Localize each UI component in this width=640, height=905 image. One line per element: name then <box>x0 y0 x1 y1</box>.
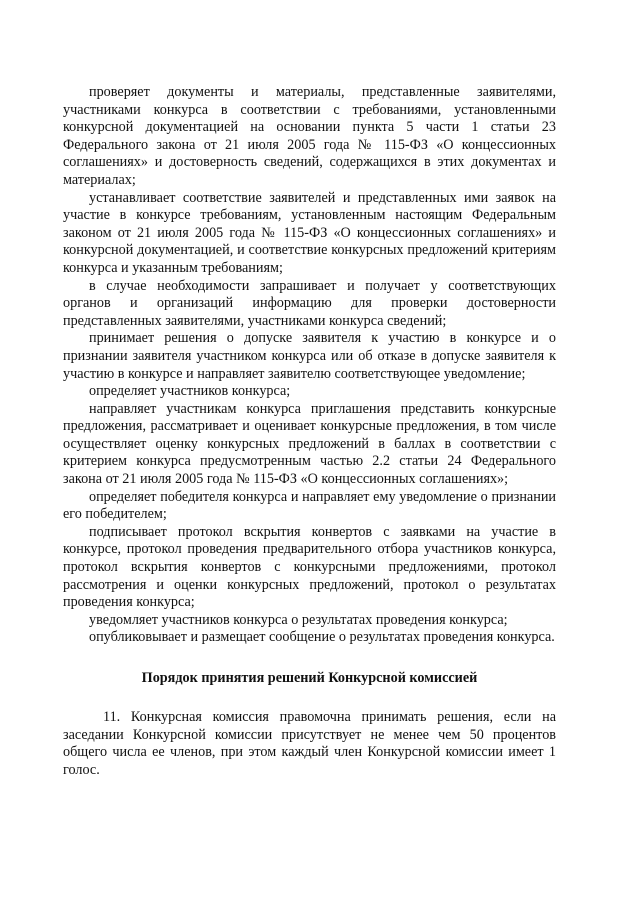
paragraph-establish-compliance: устанавливает соответствие заявителей и представленных ими заявок на участие в конкурсе требованиям, установленным настоящим Федеральным законом от 21 июля 2005 года № 115-ФЗ «О концессионных соглашениях» и конкурсной документацией, и соответствие конкурсных предложений критериям конкурса и указанным требованиям; <box>63 189 556 276</box>
paragraph-sign-protocols: подписывает протокол вскрытия конвертов с заявками на участие в конкурсе, протокол проведения предварительного отбора участников конкурса, протокол вскрытия конвертов с конкурсными предложениями, протокол рассмотрения и оценки конкурсных предложений, протокол о результатах проведения конкурса; <box>63 523 556 611</box>
paragraph-admission-decision: принимает решения о допуске заявителя к участию в конкурсе и о признании заявителя участником конкурса или об отказе в допуске заявителя к участию в конкурсе и направляет заявителю соответствующее уведомление; <box>63 330 556 382</box>
paragraph-publish-results: опубликовывает и размещает сообщение о результатах проведения конкурса. <box>89 629 555 646</box>
paragraph-determine-winner: определяет победителя конкурса и направляет ему уведомление о признании его победителем; <box>63 488 556 523</box>
paragraph-request-information: в случае необходимости запрашивает и получает у соответствующих органов и организаций информацию для проверки достоверности представленных заявителями, участниками конкурса сведений; <box>63 277 556 329</box>
section-heading: Порядок принятия решений Конкурсной комиссией <box>141 670 478 686</box>
paragraph-check-documents: проверяет документы и материалы, представленные заявителями, участниками конкурса в соответствии с требованиями, установленными конкурсной документацией на основании пункта 5 части 1 статьи 23 Федерального закона от 21 июля 2005 года № 115-ФЗ «О концессионных соглашениях» и достоверность сведений, содержащихся в этих документах и материалах; <box>63 84 556 188</box>
paragraph-notify-participants: уведомляет участников конкурса о результатах проведения конкурса; <box>89 611 508 628</box>
paragraph-determine-participants: определяет участников конкурса; <box>89 383 291 400</box>
paragraph-invite-proposals: направляет участникам конкурса приглашения представить конкурсные предложения, рассматривает и оценивает конкурсные предложения, в том числе осуществляет оценку конкурсных предложений в баллах в соответствии с критерием конкурса предусмотренным частью 2.2 статьи 24 Федерального закона от 21 июля 2005 года № 115-ФЗ «О концессионных соглашениях»; <box>63 400 556 488</box>
clause-11: 11. Конкурсная комиссия правомочна принимать решения, если на заседании Конкурсной комиссии присутствует не менее чем 50 процентов общего числа ее членов, при этом каждый член Конкурсной комиссии имеет 1 голос. <box>63 709 556 778</box>
